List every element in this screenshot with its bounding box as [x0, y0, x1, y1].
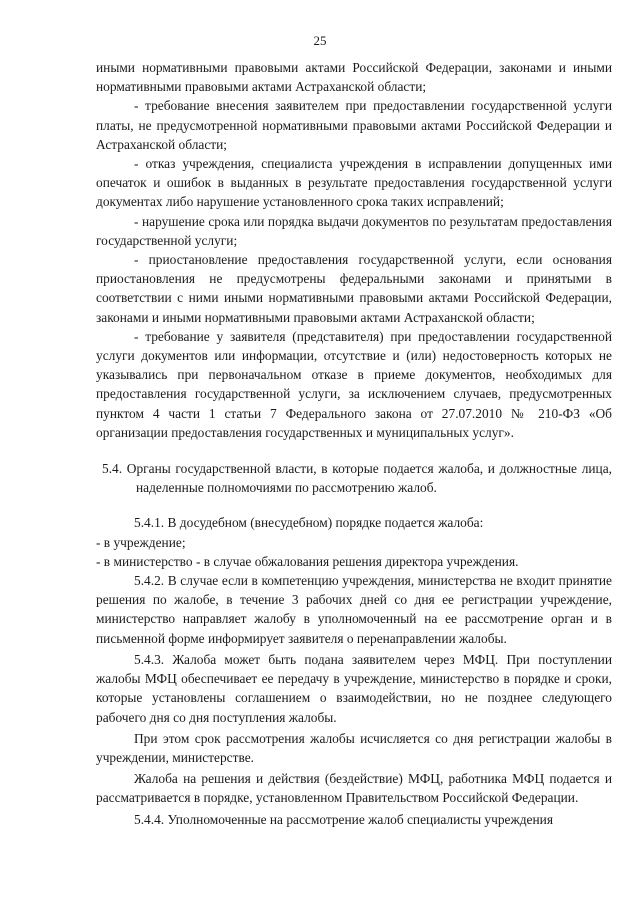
paragraph-continuation: иными нормативными правовыми актами Российской Федерации, законами и иными нормативными правовыми актами Астраханской области; [96, 60, 612, 95]
document-body [96, 58, 612, 829]
paragraph-mfc-complaint: Жалоба на решения и действия (бездействие) МФЦ, работника МФЦ подается и рассматривается в порядке, установленном Правительством Российской Федерации. [96, 771, 612, 806]
list-item-payment-requirement: - требование внесения заявителем при предоставлении государственной услуги платы, не предусмотренной нормативными правовыми актами Российской Федерации и Астраханской области; [96, 98, 612, 152]
list-item-institution: - в учреждение; [96, 534, 186, 550]
list-item-document-requirement: - требование у заявителя (представителя) при предоставлении государственной услуги документов или информации, отсутствие и (или) недостоверность которых не указывались при первоначальном отказе в приеме документов, необходимых для предоставления государственной услуги, за исключением случаев, предусмотренных пунктом 4 части 1 статьи 7 Федерального закона от 27.07.2010 № 210-ФЗ «Об организации предоставления государственных и муниципальных услуг». [96, 328, 612, 440]
paragraph-5-4-3: 5.4.3. Жалоба может быть подана заявителем через МФЦ. При поступлении жалобы МФЦ обеспечивает ее передачу в учреждение, министерство в порядке и сроки, которые установлены соглашением о взаимодействии, но не позднее следующего рабочего дня со дня поступления жалобы. [96, 651, 612, 725]
paragraph-5-4-4: 5.4.4. Уполномоченные на рассмотрение жалоб специалисты учреждения [134, 811, 553, 827]
list-item-suspension: - приостановление предоставления государственной услуги, если основания приостановления не предусмотрены федеральными законами и принятыми в соответствии с ними иными нормативными правовыми актами Российской Федерации, законами и иными нормативными правовыми актами Астраханской области; [96, 252, 612, 325]
list-item-ministry: - в министерство - в случае обжалования решения директора учреждения. [96, 553, 519, 569]
paragraph-review-term: При этом срок рассмотрения жалобы исчисляется со дня регистрации жалобы в учреждении, министерстве. [96, 730, 612, 765]
list-item-delivery-violation: - нарушение срока или порядка выдачи документов по результатам предоставления государственной услуги; [96, 213, 612, 248]
section-heading-5-4: 5.4. Органы государственной власти, в которые подается жалоба, и должностные лица, наделенные полномочиями по рассмотрению жалоб. [102, 461, 612, 496]
paragraph-5-4-2: 5.4.2. В случае если в компетенцию учреждения, министерства не входит принятие решения по жалобе, в течение 3 рабочих дней со дня ее регистрации учреждение, министерство направляет жалобу в уполномоченный на ее рассмотрение орган и в письменной форме информирует заявителя о перенаправлении жалобы. [96, 573, 612, 646]
list-item-correction-refusal: - отказ учреждения, специалиста учреждения в исправлении допущенных ими опечаток и ошибок в выданных в результате предоставления государственной услуги документах либо нарушение установленного срока таких исправлений; [96, 156, 612, 210]
paragraph-5-4-1: 5.4.1. В досудебном (внесудебном) порядке подается жалоба: [134, 515, 484, 531]
page-number: 25 [313, 33, 327, 48]
